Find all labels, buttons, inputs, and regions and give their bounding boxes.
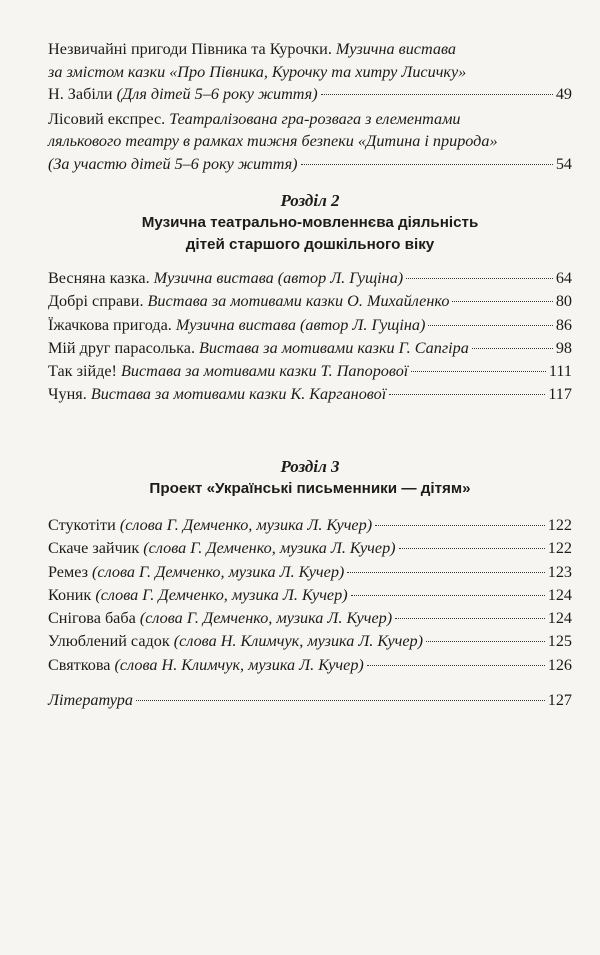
toc-line <box>48 630 572 653</box>
literature-label: Література <box>48 691 133 709</box>
entry-description: Театралізована гра-розвага з елементами <box>169 109 461 128</box>
entry-name: Мій друг парасолька. <box>48 338 200 357</box>
entry-title <box>48 38 456 61</box>
toc-block-3 <box>48 514 572 677</box>
entry-description: (слова Г. Демченко, музика Л. Кучер) <box>95 585 348 604</box>
entry-title <box>48 360 408 383</box>
entry-title <box>48 383 386 406</box>
entry-page-number: 122 <box>547 516 572 534</box>
section-3-title-plain: Проект <box>149 480 207 497</box>
entry-title <box>48 83 318 106</box>
entry-description: (слова Н. Климчук, музика Л. Кучер) <box>114 655 364 674</box>
section-2-title-line-2: дітей старшого дошкільного віку <box>185 236 435 253</box>
toc-line <box>48 38 572 61</box>
entry-name: Їжачкова пригода. <box>48 315 176 334</box>
entry-title <box>48 267 403 290</box>
entry-name: Незвичайні пригоди Півника та Курочки. <box>48 40 336 58</box>
toc-line <box>48 337 572 360</box>
entry-name: Святкова <box>48 655 115 674</box>
entry-page-number: 126 <box>547 655 572 674</box>
entry-title <box>48 607 392 630</box>
toc-block-1 <box>48 38 572 177</box>
entry-name: Стукотіти <box>48 516 120 534</box>
entry-name: Добрі справи. <box>48 292 148 311</box>
dot-leader <box>375 525 545 526</box>
toc-entry[interactable] <box>48 584 572 607</box>
toc-entry[interactable] <box>48 630 572 653</box>
toc-entry[interactable] <box>48 108 572 176</box>
toc-entry[interactable] <box>48 607 572 630</box>
entry-page-number: 54 <box>555 154 572 173</box>
entry-description: лялькового театру в рамках тижня безпеки «Дитина і природа» <box>48 132 498 150</box>
dot-leader <box>136 700 545 701</box>
section-3-label: Розділ 3 <box>280 457 340 476</box>
toc-entry[interactable] <box>48 561 572 584</box>
dot-leader <box>389 394 545 395</box>
entry-title <box>48 314 425 337</box>
section-2-label: Розділ 2 <box>280 191 340 210</box>
dot-leader <box>301 164 553 165</box>
entry-description: Музична вистава (автор Л. Гущіна) <box>153 269 404 287</box>
entry-page-number: 111 <box>548 362 572 381</box>
entry-title <box>48 153 298 176</box>
section-2-title-line-1: Музична театрально-мовленнєва діяльність <box>141 214 479 231</box>
toc-line <box>48 561 572 584</box>
dot-leader <box>321 94 553 95</box>
entry-page-number: 49 <box>555 85 572 103</box>
entry-name: Ремез <box>48 562 93 581</box>
toc-entry[interactable] <box>48 38 572 106</box>
entry-title <box>48 514 372 537</box>
entry-name: Улюблений садок <box>48 632 174 651</box>
entry-description: (слова Г. Демченко, музика Л. Кучер) <box>119 516 373 534</box>
entry-description: Вистава за мотивами казки О. Михайленко <box>147 292 450 311</box>
entry-description: (Для дітей 5–6 року життя) <box>116 85 318 103</box>
entry-name: Лісовий експрес. <box>48 109 170 128</box>
toc-line <box>48 360 572 383</box>
entry-description: Вистава за мотивами казки Т. Папорової <box>121 362 409 381</box>
entry-page-number: 98 <box>555 338 572 357</box>
entry-page-number: 124 <box>547 609 572 628</box>
entry-title <box>48 290 449 313</box>
toc-entry[interactable] <box>48 290 572 313</box>
toc-entry[interactable] <box>48 360 572 383</box>
entry-page-number: 123 <box>547 562 572 581</box>
dot-leader <box>428 325 552 326</box>
entry-description: Музична вистава <box>335 40 456 58</box>
toc-line <box>48 514 572 537</box>
entry-title <box>48 337 469 360</box>
entry-name: Чуня. <box>48 385 91 404</box>
toc-entry[interactable] <box>48 314 572 337</box>
toc-line <box>48 383 572 406</box>
entry-description: за змістом казки «Про Півника, Курочку та хитру Лисичку» <box>48 62 467 81</box>
dot-leader <box>406 278 553 279</box>
entry-description: Вистава за мотивами казки Г. Сапгіра <box>199 338 469 357</box>
entry-page-number: 122 <box>547 539 572 558</box>
dot-leader <box>395 618 545 619</box>
entry-page-number: 80 <box>555 292 572 311</box>
entry-name: Весняна казка. <box>48 269 154 287</box>
toc-block-2 <box>48 267 572 407</box>
entry-page-number: 124 <box>547 585 572 604</box>
section-2-heading <box>48 190 572 256</box>
entry-description: (За участю дітей 5–6 року життя) <box>48 154 298 173</box>
entry-description: Вистава за мотивами казки К. Карганової <box>90 385 387 404</box>
entry-page-number: 125 <box>547 632 572 651</box>
literature-entry[interactable] <box>48 689 572 712</box>
toc-line <box>48 130 572 153</box>
entry-name: Скаче зайчик <box>48 539 144 558</box>
toc-line <box>48 61 572 84</box>
dot-leader <box>411 371 546 372</box>
entry-title <box>48 130 498 153</box>
dot-leader <box>367 665 545 666</box>
toc-entry[interactable] <box>48 383 572 406</box>
entry-description: (слова Г. Демченко, музика Л. Кучер) <box>139 609 393 628</box>
toc-line <box>48 267 572 290</box>
entry-page-number: 117 <box>548 385 572 404</box>
entry-title <box>48 630 423 653</box>
entry-description: (слова Н. Климчук, музика Л. Кучер) <box>173 632 424 651</box>
section-3-title <box>48 478 572 500</box>
dot-leader <box>426 641 545 642</box>
dot-leader <box>351 595 545 596</box>
entry-title <box>48 537 396 560</box>
literature-page-number: 127 <box>547 691 572 709</box>
toc-line <box>48 153 572 176</box>
dot-leader <box>452 301 552 302</box>
dot-leader <box>472 348 553 349</box>
section-3-title-quoted: «Українські письменники — дітям» <box>206 480 471 497</box>
dot-leader <box>399 548 545 549</box>
entry-title <box>48 108 461 131</box>
toc-entry[interactable] <box>48 537 572 560</box>
entry-title <box>48 61 466 84</box>
toc-line <box>48 689 572 712</box>
toc-entry[interactable] <box>48 514 572 537</box>
toc-entry[interactable] <box>48 267 572 290</box>
entry-name: Н. Забіли <box>48 85 117 103</box>
toc-line <box>48 584 572 607</box>
toc-line <box>48 654 572 677</box>
entry-description: (слова Г. Демченко, музика Л. Кучер) <box>143 539 396 558</box>
entry-description: (слова Г. Демченко, музика Л. Кучер) <box>92 562 345 581</box>
entry-description: Музична вистава (автор Л. Гущіна) <box>175 315 426 334</box>
entry-title <box>48 584 348 607</box>
toc-line <box>48 290 572 313</box>
toc-entry[interactable] <box>48 337 572 360</box>
dot-leader <box>347 572 544 573</box>
entry-name: Коник <box>48 585 96 604</box>
toc-line <box>48 607 572 630</box>
entry-name: Снігова баба <box>48 609 140 628</box>
toc-line <box>48 83 572 106</box>
entry-page-number: 86 <box>555 315 572 334</box>
section-3-heading <box>48 456 572 500</box>
toc-line <box>48 314 572 337</box>
entry-name: Так зійде! <box>48 362 121 381</box>
toc-entry[interactable] <box>48 654 572 677</box>
entry-title <box>48 654 364 677</box>
entry-title <box>48 561 344 584</box>
toc-line <box>48 108 572 131</box>
toc-line <box>48 537 572 560</box>
entry-page-number: 64 <box>555 269 572 287</box>
